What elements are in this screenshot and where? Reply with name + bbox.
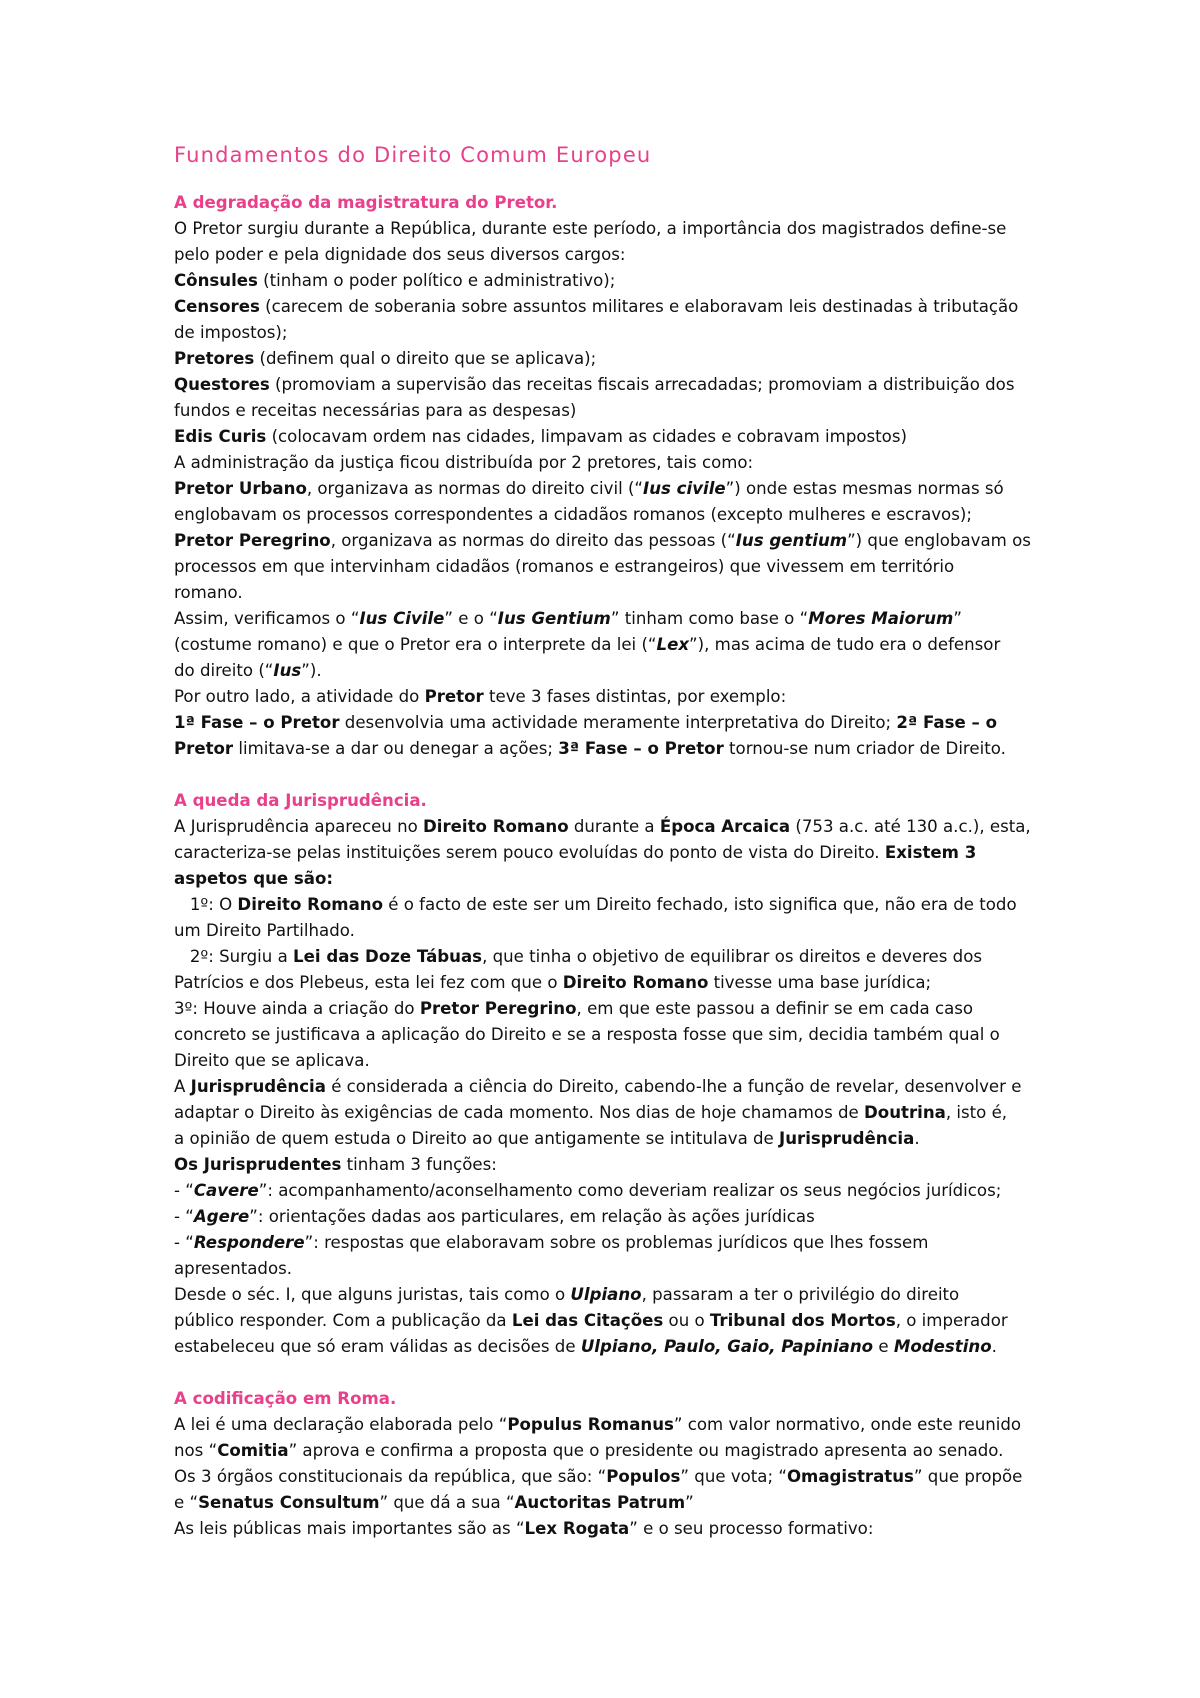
text-run: A lei é uma declaração elaborada pelo “ <box>174 1415 508 1434</box>
text-run: tornou-se num criador de Direito. <box>723 739 1006 758</box>
paragraph-line <box>174 242 1054 268</box>
text-run: Jurisprudência <box>779 1129 915 1148</box>
paragraph-line <box>174 606 1054 632</box>
text-run: 1ª Fase – o Pretor <box>174 713 340 732</box>
text-run: (tinham o poder político e administrativo); <box>257 271 616 290</box>
text-run: Questores <box>174 375 270 394</box>
text-run: Cônsules <box>174 271 258 290</box>
text-run: , em que este passou a definir se em cada caso <box>576 999 974 1018</box>
text-run: Os Jurisprudentes <box>174 1155 342 1174</box>
paragraph-line <box>174 1204 1054 1230</box>
paragraph-line <box>174 1516 1054 1542</box>
text-run: , passaram a ter o privilégio do direito <box>641 1285 960 1304</box>
paragraph-line <box>174 528 1054 554</box>
section-spacer <box>174 1360 1054 1386</box>
text-run: - “ <box>174 1181 194 1200</box>
text-run: englobavam os processos correspondentes a cidadãos romanos (excepto mulheres e escravos); <box>174 505 972 524</box>
paragraph-line <box>174 736 1054 762</box>
text-run: Patrícios e dos Plebeus, esta lei fez com que o <box>174 973 563 992</box>
text-run: As leis públicas mais importantes são as “ <box>174 1519 525 1538</box>
paragraph-line <box>174 658 1054 684</box>
text-run: Lei das Citações <box>511 1311 664 1330</box>
text-run: Pretor <box>424 687 484 706</box>
text-run: teve 3 fases distintas, por exemplo: <box>483 687 787 706</box>
text-run: Pretor Peregrino <box>419 999 577 1018</box>
paragraph-line <box>174 1074 1054 1100</box>
text-run: Respondere <box>193 1233 305 1252</box>
text-run: Ius Gentium <box>497 609 611 628</box>
text-run: ”: orientações dadas aos particulares, em relação às ações jurídicas <box>249 1207 815 1226</box>
text-run: Mores Maiorum <box>808 609 954 628</box>
text-run: Tribunal dos Mortos <box>709 1311 896 1330</box>
text-run: a opinião de quem estuda o Direito ao que antigamente se intitulava de <box>174 1129 780 1148</box>
text-run: e “ <box>174 1493 199 1512</box>
paragraph-line <box>174 580 1054 606</box>
text-run: . <box>914 1129 920 1148</box>
text-run: (costume romano) e que o Pretor era o interprete da lei (“ <box>174 635 657 654</box>
text-run: de impostos); <box>174 323 288 342</box>
text-run: ” aprova e confirma a proposta que o presidente ou magistrado apresenta ao senado. <box>288 1441 1004 1460</box>
text-run: Pretor Urbano <box>174 479 307 498</box>
section-heading: A codificação em Roma. <box>174 1389 397 1408</box>
text-run: ” que propõe <box>913 1467 1023 1486</box>
text-run: e <box>873 1337 894 1356</box>
text-run: 3ª Fase – o Pretor <box>558 739 724 758</box>
paragraph-line <box>174 268 1054 294</box>
text-run: Comitia <box>217 1441 289 1460</box>
text-run: Cavere <box>193 1181 259 1200</box>
paragraph-line <box>174 554 1054 580</box>
text-run: concreto se justificava a aplicação do Direito e se a resposta fosse que sim, decidia também qual o <box>174 1025 1000 1044</box>
document-sections <box>174 190 1054 1542</box>
text-run: Direito Romano <box>423 817 569 836</box>
text-run: caracteriza-se pelas instituições serem pouco evoluídas do ponto de vista do Direito. <box>174 843 885 862</box>
text-run: aspetos que são: <box>174 869 334 888</box>
paragraph-line <box>174 372 1054 398</box>
text-run: limitava-se a dar ou denegar a ações; <box>233 739 559 758</box>
paragraph-line <box>174 1178 1054 1204</box>
text-run: Ius <box>273 661 302 680</box>
paragraph-line <box>174 320 1054 346</box>
text-run: ou o <box>663 1311 710 1330</box>
text-run: um Direito Partilhado. <box>174 921 355 940</box>
text-run: do direito (“ <box>174 661 274 680</box>
text-run: A <box>174 1077 191 1096</box>
paragraph-line <box>174 1464 1054 1490</box>
paragraph-line <box>174 1022 1054 1048</box>
text-run: Modestino <box>893 1337 992 1356</box>
document-section <box>174 788 1054 1360</box>
text-run: Pretores <box>174 349 255 368</box>
text-run: desenvolvia uma actividade meramente interpretativa do Direito; <box>339 713 897 732</box>
text-run: durante a <box>568 817 660 836</box>
text-run: ” com valor normativo, onde este reunido <box>673 1415 1022 1434</box>
text-run: Direito Romano <box>562 973 709 992</box>
text-run: é o facto de este ser um Direito fechado, isto significa que, não era de todo <box>383 895 1017 914</box>
paragraph-line <box>174 450 1054 476</box>
text-run: Ius civile <box>643 479 726 498</box>
text-run: Doutrina <box>864 1103 946 1122</box>
paragraph-line <box>174 346 1054 372</box>
text-run: Populos <box>606 1467 681 1486</box>
text-run: ”) onde estas mesmas normas só <box>725 479 1004 498</box>
text-run: , o imperador <box>895 1311 1008 1330</box>
text-run: Senatus Consultum <box>198 1493 380 1512</box>
section-spacer <box>174 762 1054 788</box>
text-run: ”: acompanhamento/aconselhamento como deveriam realizar os seus negócios jurídicos; <box>258 1181 1002 1200</box>
text-run: ” <box>685 1493 694 1512</box>
text-run: Agere <box>193 1207 250 1226</box>
paragraph-line <box>174 1126 1054 1152</box>
paragraph-line <box>174 892 1054 918</box>
text-run: Os 3 órgãos constitucionais da república, que são: “ <box>174 1467 607 1486</box>
document-section <box>174 190 1054 762</box>
paragraph-line <box>174 1490 1054 1516</box>
text-run: , isto é, <box>945 1103 1008 1122</box>
text-run: O <box>219 895 238 914</box>
text-run: A administração da justiça ficou distribuída por 2 pretores, tais como: <box>174 453 754 472</box>
paragraph-line <box>174 944 1054 970</box>
text-run: Assim, verificamos o “ <box>174 609 360 628</box>
text-run: Auctoritas Patrum <box>514 1493 686 1512</box>
paragraph-line <box>174 502 1054 528</box>
paragraph-line <box>174 710 1054 736</box>
paragraph-line <box>174 996 1054 1022</box>
text-run: , que tinha o objetivo de equilibrar os direitos e deveres dos <box>482 947 983 966</box>
text-run: (definem qual o direito que se aplicava); <box>254 349 597 368</box>
text-run: fundos e receitas necessárias para as despesas) <box>174 401 577 420</box>
text-run: apresentados. <box>174 1259 293 1278</box>
paragraph-line <box>174 476 1054 502</box>
text-run: ”: respostas que elaboravam sobre os problemas jurídicos que lhes fossem <box>304 1233 929 1252</box>
text-run: é considerada a ciência do Direito, cabendo-lhe a função de revelar, desenvolver e <box>325 1077 1022 1096</box>
text-run: tinham 3 funções: <box>341 1155 497 1174</box>
text-run: ”) que englobavam os <box>847 531 1031 550</box>
text-run: Lei das Doze Tábuas <box>293 947 483 966</box>
text-run: (promoviam a supervisão das receitas fiscais arrecadadas; promoviam a distribuição dos <box>269 375 1015 394</box>
text-run: O Pretor surgiu durante a República, durante este período, a importância dos magistrados define-se <box>174 219 1007 238</box>
text-run: Lex Rogata <box>524 1519 630 1538</box>
paragraph-line <box>174 1282 1054 1308</box>
text-run: (colocavam ordem nas cidades, limpavam as cidades e cobravam impostos) <box>266 427 907 446</box>
text-run: tivesse uma base jurídica; <box>708 973 932 992</box>
text-run: Direito que se aplicava. <box>174 1051 370 1070</box>
text-run: - “ <box>174 1233 194 1252</box>
text-run: Ius gentium <box>735 531 848 550</box>
text-run: ” que vota; “ <box>680 1467 787 1486</box>
paragraph-line <box>174 216 1054 242</box>
text-run: (carecem de soberania sobre assuntos militares e elaboravam leis destinadas à tributação <box>259 297 1019 316</box>
text-run: pelo poder e pela dignidade dos seus diversos cargos: <box>174 245 626 264</box>
text-run: processos em que intervinham cidadãos (romanos e estrangeiros) que vivessem em território <box>174 557 955 576</box>
paragraph-line <box>174 840 1054 866</box>
text-run: ” que dá a sua “ <box>379 1493 515 1512</box>
text-run: Pretor Peregrino <box>174 531 331 550</box>
text-run: Por outro lado, a atividade do <box>174 687 425 706</box>
text-run: . <box>991 1337 997 1356</box>
text-run: público responder. Com a publicação da <box>174 1311 512 1330</box>
text-run: Existem 3 <box>884 843 977 862</box>
text-run: (753 a.c. até 130 a.c.), esta, <box>790 817 1031 836</box>
text-run: romano. <box>174 583 243 602</box>
paragraph-line <box>174 814 1054 840</box>
text-run: ”), mas acima de tudo era o defensor <box>689 635 1001 654</box>
paragraph-line <box>174 398 1054 424</box>
text-run: , organizava as normas do direito das pessoas (“ <box>330 531 736 550</box>
text-run: ” e o seu processo formativo: <box>629 1519 874 1538</box>
text-run: ” tinham como base o “ <box>610 609 809 628</box>
text-run: 3º: Houve ainda a criação do <box>174 999 420 1018</box>
text-run: Lex <box>656 635 690 654</box>
text-run: nos “ <box>174 1441 218 1460</box>
text-run: Jurisprudência <box>190 1077 326 1096</box>
text-run: 1º: <box>174 895 220 914</box>
text-run: estabeleceu que só eram válidas as decisões de <box>174 1337 581 1356</box>
text-run: - “ <box>174 1207 194 1226</box>
paragraph-line <box>174 632 1054 658</box>
text-run: A Jurisprudência apareceu no <box>174 817 424 836</box>
text-run: Censores <box>174 297 260 316</box>
text-run: ” e o “ <box>444 609 498 628</box>
paragraph-line <box>174 970 1054 996</box>
text-run: Ulpiano <box>570 1285 642 1304</box>
paragraph-line <box>174 1100 1054 1126</box>
text-run: Direito Romano <box>237 895 383 914</box>
paragraph-line <box>174 684 1054 710</box>
text-run: , organizava as normas do direito civil (“ <box>306 479 644 498</box>
document-title: Fundamentos do Direito Comum Europeu <box>174 143 652 167</box>
text-run: Omagistratus <box>786 1467 914 1486</box>
paragraph-line <box>174 1438 1054 1464</box>
paragraph-line <box>174 1334 1054 1360</box>
text-run: adaptar o Direito às exigências de cada momento. Nos dias de hoje chamamos de <box>174 1103 865 1122</box>
text-run: 2º: Surgiu a <box>174 947 294 966</box>
paragraph-line <box>174 1152 1054 1178</box>
section-heading: A degradação da magistratura do Pretor. <box>174 193 558 212</box>
text-run: ” <box>953 609 962 628</box>
paragraph-line <box>174 918 1054 944</box>
paragraph-line <box>174 1230 1054 1256</box>
paragraph-line <box>174 294 1054 320</box>
paragraph-line <box>174 1412 1054 1438</box>
paragraph-line <box>174 1308 1054 1334</box>
document-section <box>174 1386 1054 1542</box>
text-run: 2ª Fase – o <box>896 713 997 732</box>
text-run: Populus Romanus <box>507 1415 674 1434</box>
paragraph-line <box>174 1048 1054 1074</box>
paragraph-line <box>174 424 1054 450</box>
text-run: Pretor <box>174 739 234 758</box>
text-run: Desde o séc. I, que alguns juristas, tais como o <box>174 1285 571 1304</box>
text-run: Edis Curis <box>174 427 267 446</box>
text-run: Ius Civile <box>359 609 445 628</box>
paragraph-line <box>174 866 1054 892</box>
document-body <box>174 140 1054 1542</box>
paragraph-line <box>174 1256 1054 1282</box>
text-run: Ulpiano, Paulo, Gaio, Papiniano <box>580 1337 874 1356</box>
section-heading: A queda da Jurisprudência. <box>174 791 427 810</box>
text-run: ”). <box>301 661 322 680</box>
text-run: Época Arcaica <box>659 817 791 836</box>
